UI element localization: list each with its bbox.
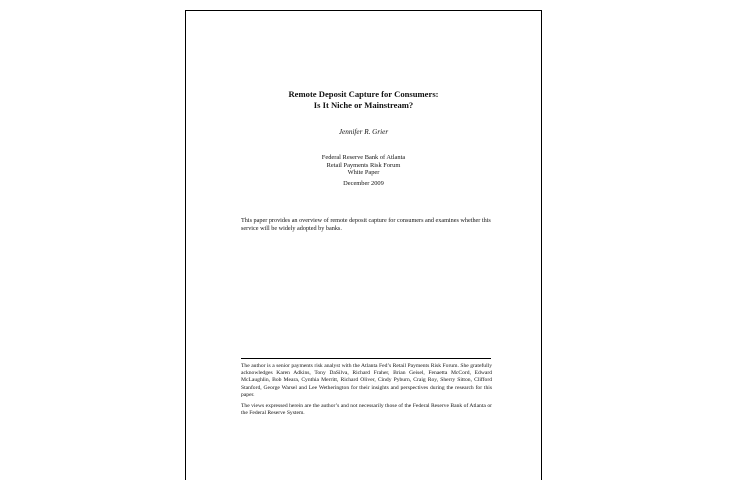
affiliation-doc-type: White Paper: [347, 169, 380, 177]
author-name: Jennifer R. Grier: [338, 128, 389, 136]
paper-title: [186, 89, 541, 111]
title-line-1: Remote Deposit Capture for Consumers:: [288, 89, 439, 99]
document-page: [185, 10, 542, 480]
footnote-disclaimer: The views expressed herein are the author’s and not necessarily those of the Federal Reserve Bank of Atlanta or the Federal Reserve System.: [241, 403, 492, 417]
affiliation-institution: Federal Reserve Bank of Atlanta: [321, 154, 406, 161]
affiliation-block: [186, 154, 541, 187]
footnote-divider: [241, 358, 491, 359]
abstract-text: This paper provides an overview of remote deposit capture for consumers and examines whether this service will be widely adopted by banks.: [241, 217, 491, 232]
footnote-author-note: The author is a senior payments risk analyst with the Atlanta Fed’s Retail Payments Risk Forum. She gratefully acknowledges Karen Adkins, Tony DaSilva, Richard Fraher, Brian Geisel, Fenaetta McCord, Edward McLaughlin, Bob Meara, Cynthia Merritt, Richard Oliver, Cindy Pyburn, Craig Roy, Sherry Sitton, Clifford Stanford, George Warsel and Lee Wetherington for their insights and perspectives during the research for this paper.: [241, 363, 492, 398]
publication-date: December 2009: [343, 179, 384, 187]
affiliation-forum: Retail Payments Risk Forum: [326, 161, 401, 169]
footnote-block: [241, 363, 492, 421]
title-line-2: Is It Niche or Mainstream?: [313, 100, 414, 110]
